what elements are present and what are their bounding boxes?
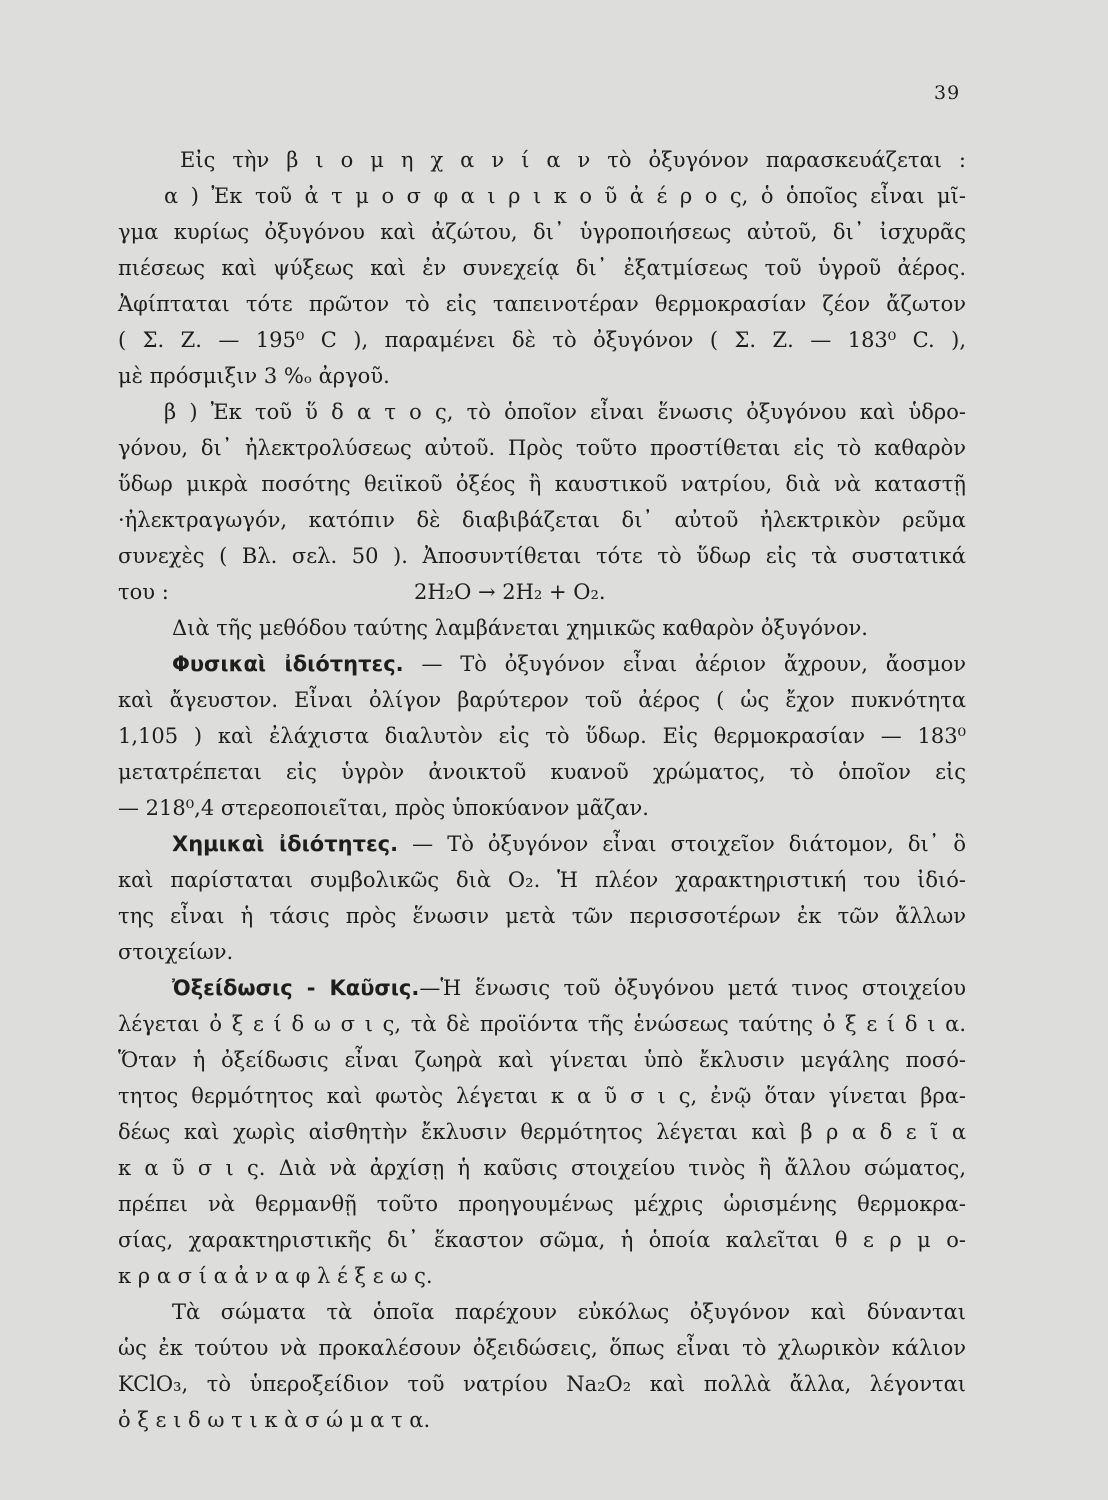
text-line: μὲ πρόσμιξιν 3 %ₒ ἀργοῦ. xyxy=(118,364,390,388)
oxidation-heading: Ὀξείδωσις - Καῦσις. xyxy=(172,976,420,1000)
text-line: πιέσεως καὶ ψύξεως καὶ ἐν συνεχείᾳ δι᾽ ἐξατμίσεως τοῦ ὑγροῦ ἀέρος. xyxy=(118,256,966,280)
text-line: 1,105 ) καὶ ἐλάχιστα διαλυτὸν εἰς τὸ ὕδωρ. Εἰς θερμοκρασίαν — 183⁰ xyxy=(118,724,966,748)
text-line: Ἀφίπταται τότε πρῶτον τὸ εἰς ταπεινοτέραν θερμοκρασίαν ζέον ἄζωτον xyxy=(118,292,966,316)
text-line: KClO₃, τὸ ὑπεροξείδιον τοῦ νατρίου Na₂O₂ καὶ πολλὰ ἄλλα, λέγονται xyxy=(118,1372,966,1396)
text-line: γμα κυρίως ὀξυγόνου καὶ ἀζώτου, δι᾽ ὑγροποιήσεως αὐτοῦ, δι᾽ ἰσχυρᾶς xyxy=(118,220,966,244)
text-line: Εἰς τὴν β ι ο μ η χ α ν ί α ν τὸ ὀξυγόνον παρασκευάζεται : xyxy=(180,148,966,172)
text-line: ὀ ξ ε ι δ ω τ ι κ ὰ σ ώ μ α τ α. xyxy=(118,1408,431,1432)
text-line: της εἶναι ἡ τάσις πρὸς ἕνωσιν μετὰ τῶν περισσοτέρων ἐκ τῶν ἄλλων xyxy=(118,904,966,928)
text-line: συνεχὲς ( Βλ. σελ. 50 ). Ἀποσυντίθεται τότε τὸ ὕδωρ εἰς τὰ συστατικά xyxy=(118,544,966,568)
text-line: κ α ῦ σ ι ς. Διὰ νὰ ἀρχίσῃ ἡ καῦσις στοιχείου τινὸς ἢ ἄλλου σώματος, xyxy=(118,1156,966,1180)
text-segment: — Τὸ ὀξυγόνον εἶναι στοιχεῖον διάτομον, δι᾽ ὃ xyxy=(398,832,966,856)
physical-properties-heading: Φυσικαὶ ἰδιότητες. xyxy=(172,652,404,676)
physical-properties-line xyxy=(118,646,966,682)
chemical-equation: 2H₂O → 2H₂ + O₂. xyxy=(414,580,606,604)
text-line: ·ἠλεκτραγωγόν, κατόπιν δὲ διαβιβάζεται δι᾽ αὐτοῦ ἠλεκτρικὸν ρεῦμα xyxy=(118,508,966,532)
text-segment: — Τὸ ὀξυγόνον εἶναι ἀέριον ἄχρουν, ἄοσμον xyxy=(403,652,966,676)
text-line: λέγεται ὀ ξ ε ί δ ω σ ι ς, τὰ δὲ προϊόντα τῆς ἑνώσεως ταύτης ὀ ξ ε ί δ ι α. xyxy=(118,1012,966,1036)
text-line: α ) Ἐκ τοῦ ἀ τ μ ο σ φ α ι ρ ι κ ο ῦ ἀ έ ρ ο ς, ὁ ὁποῖος εἶναι μῖ- xyxy=(164,184,966,208)
page-number: 39 xyxy=(934,82,961,104)
text-line: σίας, χαρακτηριστικῆς δι᾽ ἕκαστον σῶμα, ἡ ὁποία καλεῖται θ ε ρ μ ο- xyxy=(118,1228,966,1252)
oxidation-line xyxy=(118,970,966,1006)
text-line: καὶ παρίσταται συμβολικῶς διὰ O₂. Ἡ πλέον χαρακτηριστική του ἰδιό- xyxy=(118,868,966,892)
text-line: — 218⁰,4 στερεοποιεῖται, πρὸς ὑποκύανον μᾶζαν. xyxy=(118,796,649,820)
text-line: στοιχείων. xyxy=(118,940,234,964)
text-line: κ ρ α σ ί α ἀ ν α φ λ έ ξ ε ω ς. xyxy=(118,1264,433,1288)
formula-prefix: του : xyxy=(118,580,169,604)
text-segment: —Ἡ ἕνωσις τοῦ ὀξυγόνου μετά τινος στοιχείου xyxy=(419,976,966,1000)
text-line: β ) Ἐκ τοῦ ὕ δ α τ ο ς, τὸ ὁποῖον εἶναι ἕνωσις ὀξυγόνου καὶ ὑδρο- xyxy=(164,400,966,424)
text-line: Διὰ τῆς μεθόδου ταύτης λαμβάνεται χημικῶς καθαρὸν ὀξυγόνον. xyxy=(172,616,868,640)
text-line: δέως καὶ χωρὶς αἰσθητὴν ἔκλυσιν θερμότητος λέγεται καὶ β ρ α δ ε ῖ α xyxy=(118,1120,966,1144)
chemical-properties-heading: Χημικαὶ ἰδιότητες. xyxy=(172,832,399,856)
text-line: Τὰ σώματα τὰ ὁποῖα παρέχουν εὐκόλως ὀξυγόνον καὶ δύνανται xyxy=(172,1300,966,1324)
text-line: ( Σ. Ζ. — 195⁰ C ), παραμένει δὲ τὸ ὀξυγόνον ( Σ. Ζ. — 183⁰ C. ), xyxy=(118,328,966,352)
formula-line xyxy=(118,574,966,610)
text-line: γόνου, δι᾽ ἠλεκτρολύσεως αὐτοῦ. Πρὸς τοῦτο προστίθεται εἰς τὸ καθαρὸν xyxy=(118,436,966,460)
text-line: τητος θερμότητος καὶ φωτὸς λέγεται κ α ῦ σ ι ς, ἐνῷ ὅταν γίνεται βρα- xyxy=(118,1084,966,1108)
text-line: ὕδωρ μικρὰ ποσότης θειϊκοῦ ὀξέος ἢ καυστικοῦ νατρίου, διὰ νὰ καταστῇ xyxy=(118,472,966,496)
text-line: μετατρέπεται εἰς ὑγρὸν ἀνοικτοῦ κυανοῦ χρώματος, τὸ ὁποῖον εἰς xyxy=(118,760,966,784)
text-line: καὶ ἄγευστον. Εἶναι ὀλίγον βαρύτερον τοῦ ἀέρος ( ὡς ἔχον πυκνότητα xyxy=(118,688,966,712)
text-line: Ὅταν ἡ ὀξείδωσις εἶναι ζωηρὰ καὶ γίνεται ὑπὸ ἔκλυσιν μεγάλης ποσό- xyxy=(118,1048,966,1072)
text-line: ὡς ἐκ τούτου νὰ προκαλέσουν ὀξειδώσεις, ὅπως εἶναι τὸ χλωρικὸν κάλιον xyxy=(118,1336,966,1360)
page-body xyxy=(118,142,966,1438)
chemical-properties-line xyxy=(118,826,966,862)
text-line: πρέπει νὰ θερμανθῇ τοῦτο προηγουμένως μέχρις ὡρισμένης θερμοκρα- xyxy=(118,1192,966,1216)
